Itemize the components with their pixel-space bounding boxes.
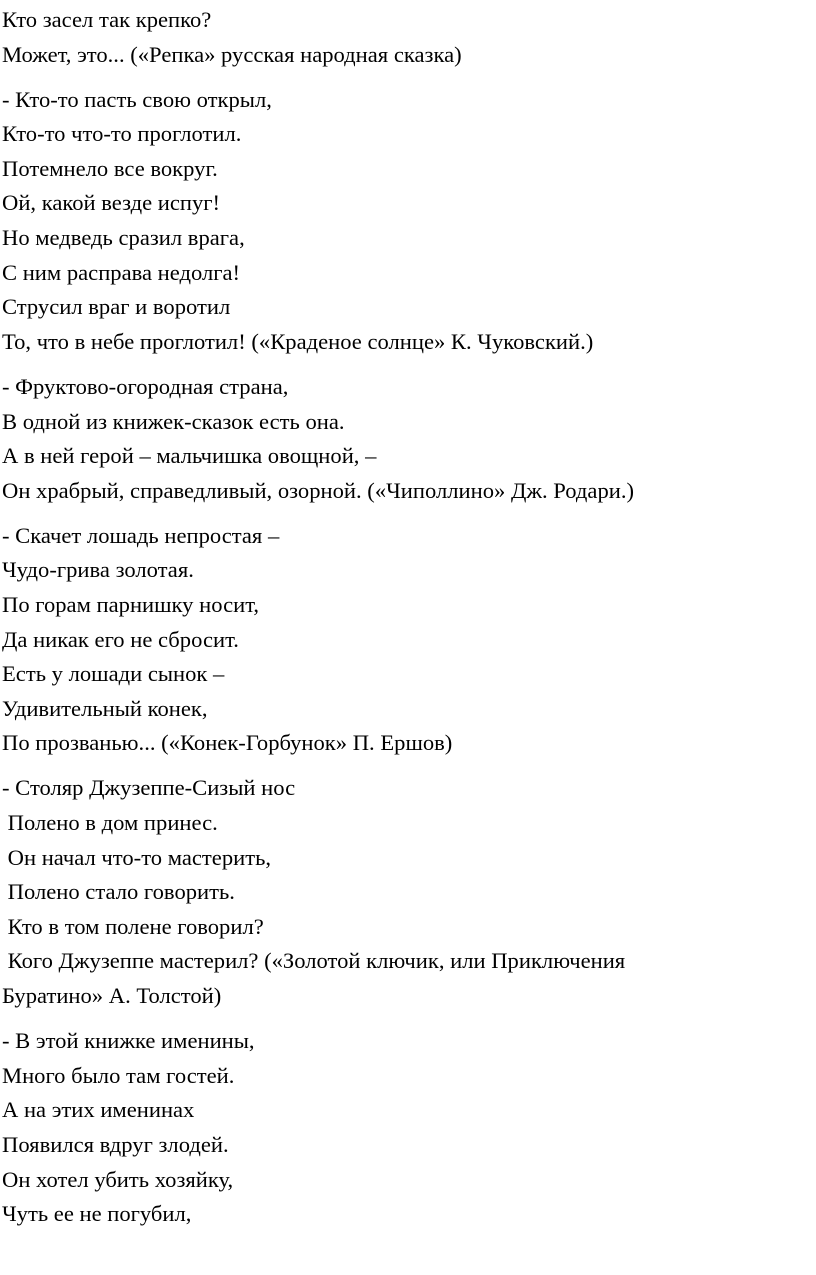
verse-line: Есть у лошади сынок – <box>2 661 225 687</box>
verse-line: То, что в небе проглотил! («Краденое солнце» К. Чуковский.) <box>2 328 594 354</box>
verse-line: Может, это... («Репка» русская народная сказка) <box>2 41 462 67</box>
document-page <box>2 3 808 1242</box>
verse-line: Кто в том полене говорил? <box>2 913 264 939</box>
verse-line: Ой, какой везде испуг! <box>2 190 221 216</box>
verse-line: Но медведь сразил врага, <box>2 225 245 251</box>
verse-line: Кто засел так крепко? <box>2 7 212 32</box>
verse-line: - Столяр Джузеппе-Сизый нос <box>2 775 296 801</box>
verse-line: Полено стало говорить. <box>2 879 235 905</box>
verse-line: Буратино» А. Толстой) <box>2 983 222 1009</box>
riddle-block-repka <box>2 3 808 72</box>
verse-line: Струсил враг и воротил <box>2 294 231 320</box>
verse-line: В одной из книжек-сказок есть она. <box>2 408 345 434</box>
verse-line: С ним расправа недолга! <box>2 259 241 285</box>
verse-line: - Кто-то пасть свою открыл, <box>2 86 272 112</box>
verse-line: Появился вдруг злодей. <box>2 1131 229 1157</box>
riddle-block-chipollino <box>2 370 808 508</box>
verse-line: Он начал что-то мастерить, <box>2 844 272 870</box>
riddle-block-kradenoe-solntse <box>2 83 808 360</box>
verse-line: Удивительный конек, <box>2 695 208 721</box>
riddle-block-zolotoy-klyuchik <box>2 771 808 1013</box>
verse-line: Да никак его не сбросит. <box>2 626 239 652</box>
verse-line: А на этих именинах <box>2 1097 195 1123</box>
verse-line: Он храбрый, справедливый, озорной. («Чиполлино» Дж. Родари.) <box>2 477 635 503</box>
verse-line: А в ней герой – мальчишка овощной, – <box>2 443 377 469</box>
verse-line: Много было там гостей. <box>2 1062 235 1088</box>
verse-line: По горам парнишку носит, <box>2 592 260 617</box>
verse-line: Он хотел убить хозяйку, <box>2 1166 234 1192</box>
verse-line: - Скачет лошадь непростая – <box>2 522 280 548</box>
verse-line: Чудо-грива золотая. <box>2 557 194 583</box>
verse-line: - В этой книжке именины, <box>2 1028 255 1054</box>
riddle-block-konek-gorbunok <box>2 519 808 761</box>
verse-line: Кто-то что-то проглотил. <box>2 121 242 147</box>
verse-line: Полено в дом принес. <box>2 810 218 836</box>
riddle-block-imeniny <box>2 1024 808 1232</box>
verse-line: Чуть ее не погубил, <box>2 1201 192 1227</box>
verse-line: Кого Джузеппе мастерил? («Золотой ключик, или Приключения <box>2 948 626 974</box>
verse-line: - Фруктово-огородная страна, <box>2 373 289 399</box>
verse-line: По прозванью... («Конек-Горбунок» П. Ершов) <box>2 730 453 756</box>
verse-line: Потемнело все вокруг. <box>2 155 218 181</box>
